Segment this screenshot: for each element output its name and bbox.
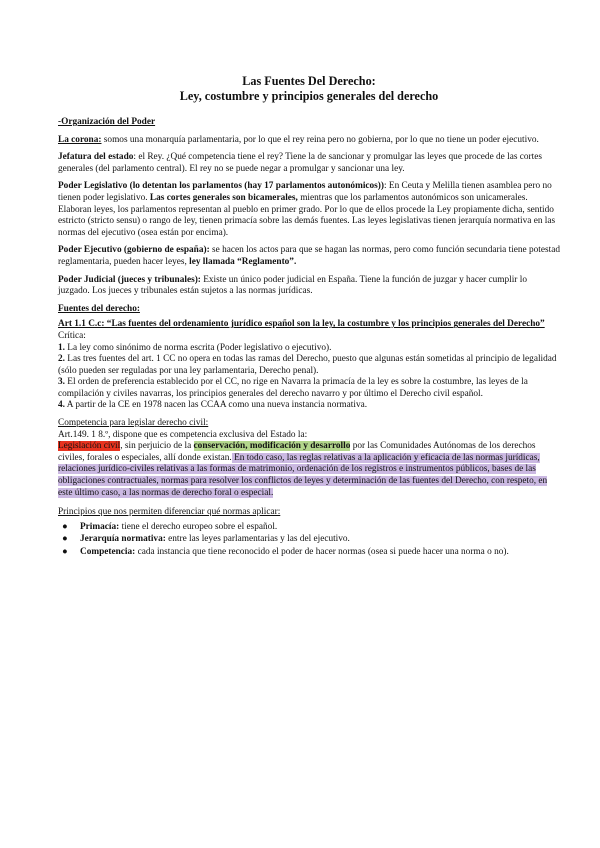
principio-text: cada instancia que tiene reconocido el poder de hacer normas (osea si puede hacer una norma o no). <box>135 547 509 557</box>
critica-item <box>58 354 560 377</box>
critica-item-number: 1. <box>58 342 65 353</box>
legislativo-text-2: mientras que los parlamentos autonómicos son unicamerales. Elaboran leyes, los parlamentos representan al pueblo en primer grado. Por lo que de ellos procede la Ley propiamente dicha, sentido estricto (stricto sensu) o rango de ley, tienen primacía sobre las demás fuentes. Las leyes legislativas tienen jerarquía normativa en las normas del ejecutivo (osea están por encima). <box>58 192 556 238</box>
paragraph-competencia <box>58 441 560 499</box>
title-line-2: Ley, costumbre y principios generales del derecho <box>179 88 439 103</box>
bullet-icon: ● <box>62 521 68 532</box>
critica-list <box>58 343 560 413</box>
bullet-icon: ● <box>62 547 68 557</box>
section-heading-principios: Principios que nos permiten diferenciar qué normas aplicar: <box>58 507 281 518</box>
highlight-legislacion-civil: Legislación civil <box>58 441 121 452</box>
jefatura-text: : el Rey. ¿Qué competencia tiene el rey? Tiene la de sancionar y promulgar las leyes que procede de las cortes generales (del parlamento central). El rey no se puede negar a promulgar y sancionar una ley. <box>58 152 542 174</box>
article-149: Art.149. 1 8.º, dispone que es competencia exclusiva del Estado la: <box>58 429 308 440</box>
section-heading-fuentes: Fuentes del derecho: <box>58 303 140 314</box>
judicial-text: Existe un único poder judicial en España. Tiene la función de juzgar y hacer cumplir lo juzgado. Los jueces y tribunales están sujetos a las normas jurídicas. <box>58 274 527 297</box>
critica-item <box>58 400 560 412</box>
critica-item <box>58 377 560 400</box>
jefatura-label: Jefatura del estado <box>58 152 134 163</box>
paragraph-ejecutivo <box>58 245 560 268</box>
document-title <box>58 74 560 103</box>
legislativo-bold: Las cortes generales son bicamerales, <box>149 192 298 203</box>
critica-item <box>58 343 560 355</box>
competencia-text-b: por las Comunidades Autónomas de los derechos civiles, forales o especiales, allí donde existan. <box>58 441 536 463</box>
article-1-1-cc: Art 1.1 C.c: “Las fuentes del ordenamiento jurídico español son la ley, la costumbre y los principios generales del Derecho” <box>58 319 545 330</box>
critica-item-number: 4. <box>58 400 65 411</box>
principio-text: entre las leyes parlamentarias y las del ejecutivo. <box>165 534 350 545</box>
principio-label: Primacía: <box>80 521 120 532</box>
judicial-label: Poder Judicial (jueces y tribunales): <box>58 274 201 285</box>
principio-label: Competencia: <box>80 547 136 557</box>
legislativo-text-1: : En Ceuta y Melilla tienen asamblea pero no tienen poder legislativo. <box>58 181 552 203</box>
ejecutivo-text: se hacen los actos para que se hagan las normas, pero como función secundaria tiene potestad reglamentaria, pueden hacer leyes, <box>58 245 560 267</box>
legislativo-label: Poder Legislativo (lo detentan los parlamentos (hay 17 parlamentos autonómicos)) <box>58 181 384 192</box>
critica-item-number: 2. <box>58 354 65 365</box>
principios-list <box>58 522 560 559</box>
principio-item <box>58 522 560 534</box>
ejecutivo-label: Poder Ejecutivo (gobierno de españa): <box>58 245 210 256</box>
competencia-text-a: , sin perjuicio de la <box>120 441 194 452</box>
bullet-icon: ● <box>62 534 68 545</box>
paragraph-judicial <box>58 275 560 298</box>
principio-label: Jerarquía normativa: <box>80 534 166 545</box>
corona-label: La corona: <box>58 134 102 145</box>
section-heading-competencia: Competencia para legislar derecho civil: <box>58 418 209 429</box>
paragraph-legislativo <box>58 181 560 239</box>
paragraph-corona <box>58 135 560 147</box>
title-line-1: Las Fuentes Del Derecho: <box>242 74 376 88</box>
critica-item-text: El orden de preferencia establecido por el CC, no rige en Navarra la primacía de la ley es sobre la costumbre, las leyes de la compilación y civiles navarras, los principios generales del derecho navarro y por último el Derecho civil español. <box>58 377 528 399</box>
corona-text: somos una monarquía parlamentaria, por lo que el rey reina pero no gobierna, por lo que no tiene un poder ejecutivo. <box>101 134 539 145</box>
critica-item-text: La ley como sinónimo de norma escrita (Poder legislativo o ejecutivo). <box>64 342 332 353</box>
principio-item <box>58 534 560 546</box>
section-heading-organizacion: -Organización del Poder <box>58 117 156 127</box>
critica-label: Crítica: <box>58 330 86 341</box>
paragraph-jefatura <box>58 152 560 175</box>
ejecutivo-bold: ley llamada “Reglamento”. <box>189 256 297 267</box>
critica-item-number: 3. <box>58 377 65 388</box>
highlight-conservacion: conservación, modificación y desarrollo <box>193 441 351 452</box>
principio-text: tiene el derecho europeo sobre el español. <box>119 521 278 532</box>
principio-item <box>58 547 560 559</box>
highlight-reglas: En todo caso, las reglas relativas a la aplicación y eficacia de las normas jurídicas, relaciones jurídico-civiles relativas a las formas de matrimonio, ordenación de los registros e instrumentos públicos, bases de las obligaciones contractuales, normas para resolver los conflictos de leyes y determinación de las fuentes del Derecho, con respeto, en este último caso, a las normas de derecho foral o especial. <box>58 452 548 498</box>
critica-item-text: A partir de la CE en 1978 nacen las CCAA como una nueva instancia normativa. <box>64 400 368 411</box>
critica-item-text: Las tres fuentes del art. 1 CC no opera en todas las ramas del Derecho, puesto que algunas están sometidas al principio de legalidad (sólo pueden ser reguladas por una ley parlamentaria, Derecho penal). <box>58 354 557 376</box>
